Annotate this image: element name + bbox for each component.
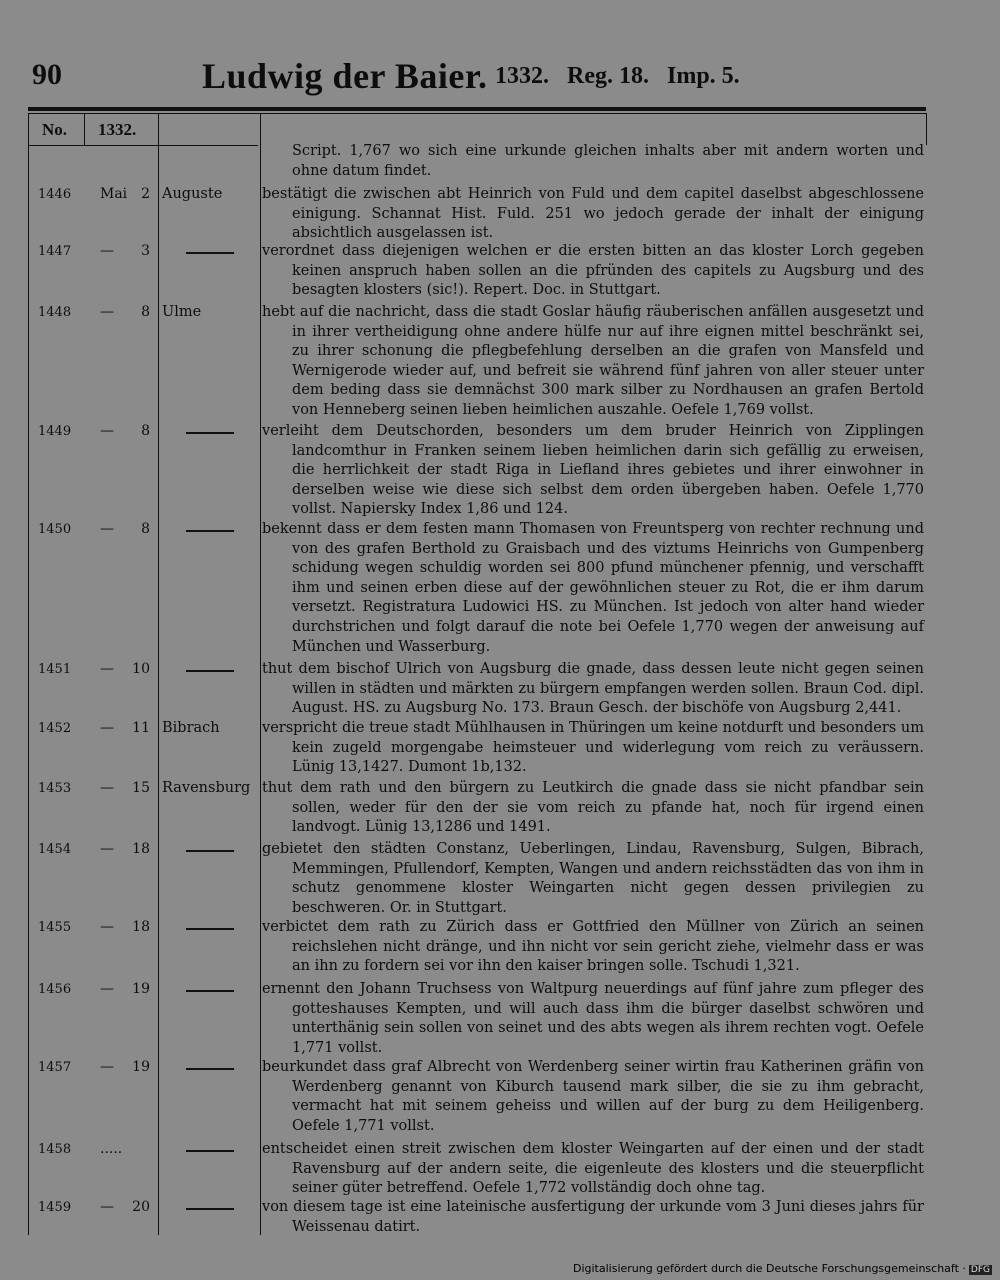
page-number: 90 bbox=[32, 58, 62, 91]
footer-text: Digitalisierung gefördert durch die Deutsche Forschungsgemeinschaft · bbox=[572, 1262, 966, 1275]
entry-month: — bbox=[100, 423, 114, 439]
footer-credit bbox=[573, 1262, 992, 1275]
entry-day: 18 bbox=[132, 919, 150, 935]
entry-month: — bbox=[100, 720, 114, 736]
entry-text: ernennt den Johann Truchsess von Waltpurg neuerdings auf fünf jahre zum pfleger des gotteshauses Kempten, und will auch dass ihm die bürger daselbst schwören und unterthänig sein sollen von seinet und des abts wegen als ihrem rechten vogt. Oefele 1,771 vollst. bbox=[262, 981, 924, 1056]
header-rule-thick bbox=[28, 107, 926, 111]
entry-number: 1458 bbox=[38, 1142, 72, 1157]
entry-month: — bbox=[100, 1199, 114, 1215]
place-dash bbox=[186, 928, 234, 930]
dfg-logo: DFG bbox=[970, 1265, 990, 1275]
entry-day: 20 bbox=[132, 1199, 150, 1215]
entry-number: 1449 bbox=[38, 424, 72, 439]
entry-number: 1453 bbox=[38, 781, 72, 796]
entry-text: verspricht die treue stadt Mühlhausen in Thüringen um keine notdurft und besonders um kein zugeld morgengabe heimsteuer und widerlegung vom reich zu veräussern. Lünig 13,1427. Dumont 1b,132. bbox=[262, 720, 924, 776]
entry-text: beurkundet dass graf Albrecht von Werdenberg seiner wirtin frau Katherinen gräfin von Werdenberg genannt von Kiburch tausend mark silber, die sie zu ihm gebracht, vermacht hat mit seinem geheiss und willen auf der burg zu dem Heiligenberg. Oefele 1,771 vollst. bbox=[262, 1059, 924, 1134]
entry-place: Ravensburg bbox=[162, 780, 251, 796]
column-divider bbox=[260, 113, 261, 1235]
entry-month: Mai bbox=[100, 186, 128, 202]
entry-number: 1457 bbox=[38, 1060, 72, 1075]
entry-number: 1446 bbox=[38, 187, 72, 202]
entry-month: — bbox=[100, 243, 114, 259]
entry-day: 18 bbox=[132, 841, 150, 857]
entry-month: — bbox=[100, 661, 114, 677]
place-dash bbox=[186, 1068, 234, 1070]
entry-month: — bbox=[100, 780, 114, 796]
entry-number: 1456 bbox=[38, 982, 72, 997]
column-divider bbox=[158, 113, 159, 1235]
entry-place: Bibrach bbox=[162, 720, 220, 736]
entry-number: 1451 bbox=[38, 662, 72, 677]
entry-day: 15 bbox=[132, 780, 150, 796]
place-dash bbox=[186, 990, 234, 992]
column-divider bbox=[84, 113, 85, 145]
page-title: Ludwig der Baier. bbox=[202, 56, 488, 96]
entry-text: thut dem bischof Ulrich von Augsburg die gnade, dass dessen leute nicht gegen seinen willen in städten und märkten zu bürgern empfangen werden sollen. Braun Cod. dipl. August. HS. zu Augsburg No. 173. Braun Gesch. der bischöfe von Augsburg 2,441. bbox=[262, 661, 924, 717]
place-dash bbox=[186, 670, 234, 672]
column-divider bbox=[926, 113, 927, 145]
entry-text: gebietet den städten Constanz, Ueberlingen, Lindau, Ravensburg, Sulgen, Bibrach, Memmingen, Pfullendorf, Kempten, Wangen und andern reichsstädten das von ihm in schutz genommene kloster Weingarten nicht gegen dessen privilegien zu beschweren. Or. in Stuttgart. bbox=[262, 841, 924, 916]
entry-month: — bbox=[100, 981, 114, 997]
entry-day: 3 bbox=[141, 243, 150, 259]
entry-number: 1452 bbox=[38, 721, 72, 736]
entry-text: bestätigt die zwischen abt Heinrich von Fuld und dem capitel daselbst abgeschlossene einigung. Schannat Hist. Fuld. 251 wo jedoch gerade der inhalt der einigung absichtlich ausgelassen ist. bbox=[262, 186, 924, 242]
entry-number: 1454 bbox=[38, 842, 72, 857]
header-meta bbox=[495, 63, 740, 90]
entry-day: 8 bbox=[141, 521, 150, 537]
place-dash bbox=[186, 1150, 234, 1152]
entry-text: verleiht dem Deutschorden, besonders um dem bruder Heinrich von Zipplingen landcomthur in Franken seinem lieben heimlichen darin sich gefällig zu erweisen, die herrlichkeit der stadt Riga in Liefland ihres gebietes und ihrer einwohner in derselben weise wie diese sich selbst dem orden übergeben haben. Oefele 1,770 vollst. Napiersky Index 1,86 und 124. bbox=[262, 423, 924, 518]
entry-text: hebt auf die nachricht, dass die stadt Goslar häufig räuberischen anfällen ausgesetzt und in ihrer vertheidigung ohne andere hülfe nur auf ihre eignen mittel beschränkt sei, zu ihrer schonung die pflegbefehlung derselben an die grafen von Mansfeld und Wernigerode wieder auf, und befreit sie während fünf jahren von aller steuer unter dem beding dass sie demnächst 300 mark silber zu Nordhausen an grafen Bertold von Henneberg seinen lieben heimlichen auszahle. Oefele 1,769 vollst. bbox=[262, 304, 924, 418]
entry-text: verordnet dass diejenigen welchen er die ersten bitten an das kloster Lorch gegeben keinen anspruch haben sollen an die pfründen des capitels zu Augsburg und des besagten klosters (sic!). Repert. Doc. in Stuttgart. bbox=[262, 243, 924, 299]
entry-month: — bbox=[100, 919, 114, 935]
entry-day: 8 bbox=[141, 304, 150, 320]
entry-month: ..... bbox=[100, 1141, 123, 1157]
entry-text: verbictet dem rath zu Zürich dass er Gottfried den Müllner von Zürich an seinen reichslehen nicht dränge, und ihn nicht vor sein gericht ziehe, vielmehr dass er was an ihn zu fordern sei vor ihn den kaiser bringen solle. Tschudi 1,321. bbox=[262, 919, 924, 975]
entry-text: von diesem tage ist eine lateinische ausfertigung der urkunde vom 3 Juni dieses jahrs für Weissenau datirt. bbox=[262, 1199, 924, 1235]
column-header-year: 1332. bbox=[98, 120, 137, 139]
place-dash bbox=[186, 1208, 234, 1210]
entry-place: Ulme bbox=[162, 304, 202, 320]
header-reg: Reg. 18. bbox=[567, 63, 649, 89]
entry-number: 1450 bbox=[38, 522, 72, 537]
column-header-no: No. bbox=[42, 120, 68, 139]
entry-text: entscheidet einen streit zwischen dem kloster Weingarten auf der einen und der stadt Ravensburg auf der andern seite, die eigenleute des klosters und die steuerpflicht seiner güter betreffend. Oefele 1,772 vollständig doch ohne tag. bbox=[262, 1141, 924, 1197]
entry-number: 1459 bbox=[38, 1200, 72, 1215]
entry-number: 1447 bbox=[38, 244, 72, 259]
entry-day: 19 bbox=[132, 981, 150, 997]
header-year: 1332. bbox=[495, 63, 549, 89]
entry-month: — bbox=[100, 304, 114, 320]
entry-month: — bbox=[100, 1059, 114, 1075]
header-imp: Imp. 5. bbox=[666, 63, 740, 89]
entry-day: 19 bbox=[132, 1059, 150, 1075]
place-dash bbox=[186, 850, 234, 852]
entry-day: 8 bbox=[141, 423, 150, 439]
place-dash bbox=[186, 432, 234, 434]
entry-month: — bbox=[100, 521, 114, 537]
column-divider bbox=[28, 113, 29, 1235]
page-header bbox=[0, 55, 1000, 105]
entry-text: bekennt dass er dem festen mann Thomasen von Freuntsperg von rechter rechnung und von des grafen Berthold zu Graisbach und des viztums Heinrichs von Gumpenberg schidung wegen schuldig worden sei 800 pfund münchener pfennig, und verschafft ihm und seinen erben diese auf der gewöhnlichen steuer zu Rot, die er ihm darum versetzt. Registratura Ludowici HS. zu München. Ist jedoch von alter hand wieder durchstrichen und folgt darauf die note bei Oefele 1,770 wegen der anweisung auf München und Wasserburg. bbox=[262, 521, 924, 655]
entry-day: 10 bbox=[132, 661, 150, 677]
entry-month: — bbox=[100, 841, 114, 857]
place-dash bbox=[186, 530, 234, 532]
entry-day: 11 bbox=[132, 720, 150, 736]
entry-day: 2 bbox=[141, 186, 150, 202]
header-rule-thin bbox=[28, 113, 926, 114]
entry-place: Auguste bbox=[162, 186, 223, 202]
place-dash bbox=[186, 252, 234, 254]
entry-text: Script. 1,767 wo sich eine urkunde gleichen inhalts aber mit andern worten und ohne datum findet. bbox=[292, 143, 924, 179]
entry-number: 1455 bbox=[38, 920, 72, 935]
entry-number: 1448 bbox=[38, 305, 72, 320]
column-header-rule bbox=[28, 145, 258, 146]
entry-text: thut dem rath und den bürgern zu Leutkirch die gnade dass sie nicht pfandbar sein sollen, weder für den der sie vom reich zu pfande hat, noch für irgend einen landvogt. Lünig 13,1286 und 1491. bbox=[262, 780, 924, 836]
